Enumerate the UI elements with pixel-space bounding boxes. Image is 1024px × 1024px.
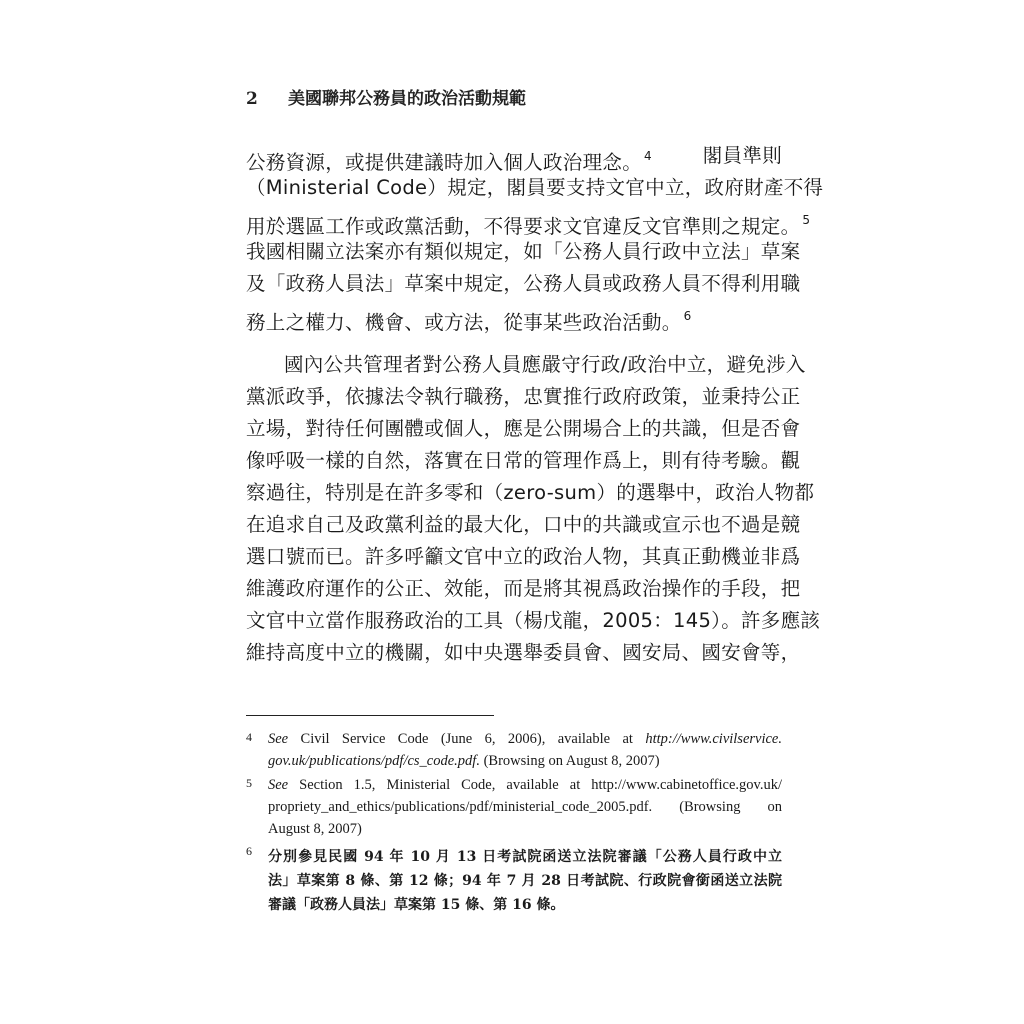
footnote-4-link[interactable]: http://www.civilservice.: [645, 731, 782, 747]
p2-line-4: 像呼吸一樣的自然，落實在日常的管理作爲上，則有待考驗。觀: [246, 449, 801, 472]
footnote-4-line-1: See Civil Service Code (June 6, 2006), available at http://www.civilservice.: [268, 731, 782, 747]
p2-line-7: 選口號而已。許多呼籲文官中立的政治人物，其真正動機並非爲: [246, 545, 801, 568]
footnote-ref-6[interactable]: 6: [683, 309, 692, 323]
footnote-6-line-3: 審議「政務人員法」草案第 15 條、第 16 條。: [268, 897, 565, 913]
p1-line-3: 用於選區工作或政黨活動，不得要求文官違反文官準則之規定。 $^5$: [246, 213, 811, 238]
running-title: 美國聯邦公務員的政治活動規範: [288, 89, 526, 109]
running-header: [246, 84, 526, 109]
footnote-separator: [246, 715, 494, 716]
page-number: 2: [246, 89, 258, 109]
footnote-6-line-2: 法」草案第 8 條、第 12 條；94 年 7 月 28 日考試院、行政院會銜函送立法院: [268, 873, 782, 889]
footnote-5-number: 5: [246, 776, 252, 790]
footnote-5-line-3: August 8, 2007): [268, 821, 362, 837]
p1-line-1: 公務資源，或提供建議時加入個人政治理念。 $^4$ 閣員準則: [246, 140, 782, 172]
footnote-4-number: 4: [246, 730, 252, 744]
footnote-ref-5[interactable]: 5: [802, 213, 811, 227]
footnote-4-line-2: gov.uk/publications/pdf/cs_code.pdf. (Browsing on August 8, 2007): [268, 753, 660, 769]
p2-line-1: 國內公共管理者對公務人員應嚴守行政/政治中立，避免涉入: [284, 353, 806, 376]
p1-line-2: （Ministerial Code）規定，閣員要支持文官中立，政府財產不得: [246, 176, 824, 199]
p2-line-10: 維持高度中立的機關，如中央選舉委員會、國安局、國安會等，: [246, 641, 801, 664]
footnote-ref-4[interactable]: 4: [644, 149, 652, 163]
p1-line-4: 我國相關立法案亦有類似規定，如「公務人員行政中立法」草案: [246, 240, 801, 263]
footnote-6-number: 6: [246, 844, 252, 858]
p2-line-6: 在追求自己及政黨利益的最大化，口中的共識或宣示也不過是競: [246, 513, 801, 536]
p2-line-3: 立場，對待任何團體或個人，應是公開場合上的共識，但是否會: [246, 417, 801, 440]
p2-line-8: 維護政府運作的公正、效能，而是將其視爲政治操作的手段，把: [246, 577, 801, 600]
footnote-6-line-1: 分別參見民國 94 年 10 月 13 日考試院函送立法院審議「公務人員行政中立: [268, 849, 782, 865]
p2-line-5: 察過往，特別是在許多零和（zero-sum）的選舉中，政治人物都: [246, 481, 815, 504]
footnote-4-link-cont[interactable]: gov.uk/publications/pdf/cs_code.pdf.: [268, 753, 480, 769]
footnote-5-line-1: See Section 1.5, Ministerial Code, available at http://www.cabinetoffice.gov.uk/: [268, 777, 782, 793]
p2-line-2: 黨派政爭，依據法令執行職務，忠實推行政府政策，並秉持公正: [246, 385, 801, 408]
p1-line-1-tail: 閣員準則: [702, 144, 782, 167]
p1-line-5: 及「政務人員法」草案中規定，公務人員或政務人員不得利用職: [246, 272, 801, 295]
footnote-5-line-2: propriety_and_ethics/publications/pdf/ministerial_code_2005.pdf. (Browsing on: [268, 799, 782, 815]
p2-line-9: 文官中立當作服務政治的工具（楊戊龍，2005：145）。許多應該: [246, 609, 821, 632]
p1-line-6: 務上之權力、機會、或方法，從事某些政治活動。 $^6$: [246, 309, 692, 334]
